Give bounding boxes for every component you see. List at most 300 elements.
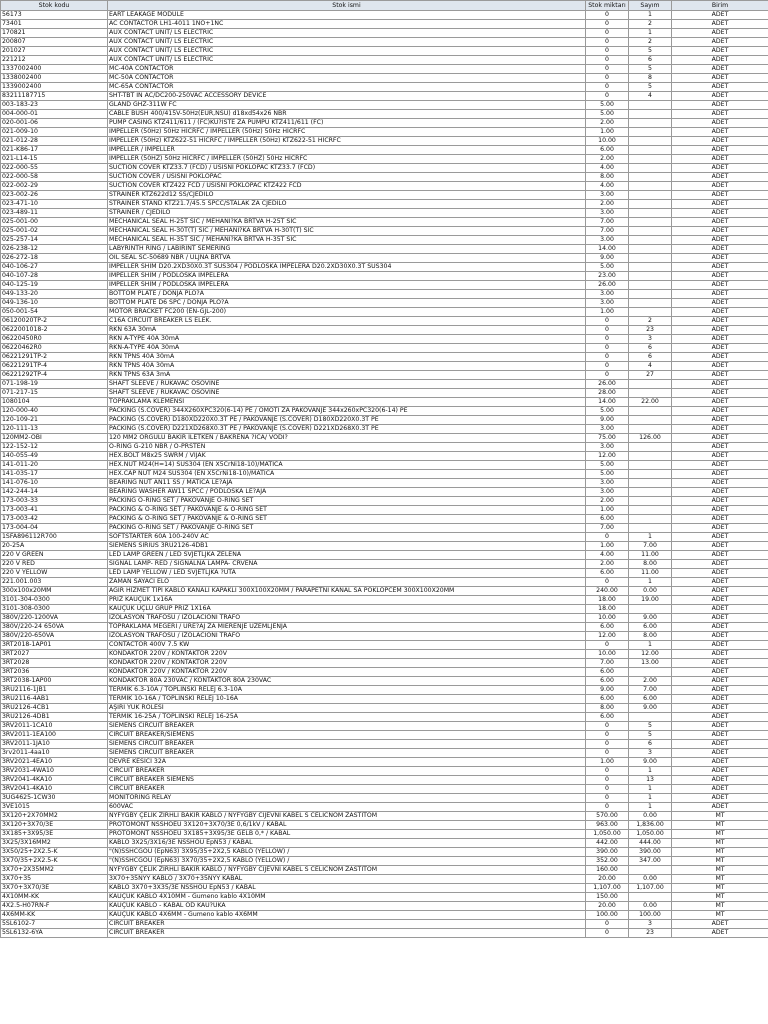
table-row[interactable] xyxy=(1,434,768,443)
cell-count: 4 xyxy=(629,92,672,101)
cell-unit: ADET xyxy=(672,110,768,119)
cell-stock-code: 06221292TP-4 xyxy=(1,371,108,380)
table-row[interactable] xyxy=(1,857,768,866)
cell-stock-name: AC CONTACTOR LH1-4011 1NO+1NC xyxy=(108,20,586,29)
table-row[interactable] xyxy=(1,704,768,713)
cell-unit: ADET xyxy=(672,578,768,587)
table-row[interactable] xyxy=(1,290,768,299)
table-row[interactable] xyxy=(1,542,768,551)
cell-stock-code: 026-238-12 xyxy=(1,245,108,254)
cell-stock-quantity: 0 xyxy=(586,776,629,785)
table-row[interactable] xyxy=(1,263,768,272)
cell-stock-code: 3X120+3X70/3E xyxy=(1,821,108,830)
cell-stock-code: 023-002-26 xyxy=(1,191,108,200)
cell-stock-name: AUX CONTACT UNIT/ LS ELECTRIC xyxy=(108,38,586,47)
table-row[interactable] xyxy=(1,137,768,146)
cell-unit: ADET xyxy=(672,254,768,263)
cell-stock-quantity: 0 xyxy=(586,578,629,587)
cell-stock-code: 3RV2041-4KA10 xyxy=(1,785,108,794)
table-row[interactable] xyxy=(1,668,768,677)
cell-stock-code: 3X70+3X70/3E xyxy=(1,884,108,893)
cell-stock-code: 3RV2011-1JA10 xyxy=(1,740,108,749)
cell-count xyxy=(629,866,672,875)
cell-stock-code: 3X50/25+2X2.5-K xyxy=(1,848,108,857)
cell-stock-quantity: 5.00 xyxy=(586,470,629,479)
cell-count: 9.00 xyxy=(629,614,672,623)
cell-stock-code: 022-002-29 xyxy=(1,182,108,191)
table-row[interactable] xyxy=(1,785,768,794)
table-row[interactable] xyxy=(1,812,768,821)
table-row[interactable] xyxy=(1,119,768,128)
cell-unit: ADET xyxy=(672,704,768,713)
table-row[interactable] xyxy=(1,839,768,848)
cell-count xyxy=(629,893,672,902)
table-row[interactable] xyxy=(1,506,768,515)
cell-unit: ADET xyxy=(672,434,768,443)
cell-unit: ADET xyxy=(672,155,768,164)
table-row[interactable] xyxy=(1,533,768,542)
cell-unit: ADET xyxy=(672,200,768,209)
cell-stock-code: 021-012-28 xyxy=(1,137,108,146)
cell-stock-quantity: 4.00 xyxy=(586,551,629,560)
cell-stock-quantity: 3.00 xyxy=(586,299,629,308)
cell-count: 2 xyxy=(629,38,672,47)
cell-unit: ADET xyxy=(672,101,768,110)
cell-stock-name: KONDAKTÖR 220V / KONTAKTOR 220V xyxy=(108,650,586,659)
cell-stock-code: 5SL6132-6YA xyxy=(1,929,108,938)
table-row[interactable] xyxy=(1,803,768,812)
cell-stock-quantity: 2.00 xyxy=(586,155,629,164)
cell-stock-quantity: 23.00 xyxy=(586,272,629,281)
table-row[interactable] xyxy=(1,830,768,839)
table-row[interactable] xyxy=(1,497,768,506)
cell-unit: MT xyxy=(672,830,768,839)
table-row[interactable] xyxy=(1,92,768,101)
table-row[interactable] xyxy=(1,335,768,344)
table-row[interactable] xyxy=(1,452,768,461)
cell-unit: ADET xyxy=(672,65,768,74)
cell-stock-code: 56173 xyxy=(1,11,108,20)
cell-count: 1 xyxy=(629,11,672,20)
cell-stock-name: RKN-A-TYPE 40A 30mA xyxy=(108,344,586,353)
table-row[interactable] xyxy=(1,866,768,875)
cell-unit: ADET xyxy=(672,74,768,83)
cell-stock-code: 071-217-15 xyxy=(1,389,108,398)
cell-count xyxy=(629,227,672,236)
cell-stock-quantity: 18.00 xyxy=(586,596,629,605)
cell-stock-code: 220 V RED xyxy=(1,560,108,569)
cell-stock-quantity: 20.00 xyxy=(586,875,629,884)
cell-stock-name: MECHANICAL SEAL H-35T SİC / MEHANI?KA BRTVA H-35T SİC xyxy=(108,236,586,245)
table-row[interactable] xyxy=(1,353,768,362)
table-row[interactable] xyxy=(1,776,768,785)
table-row[interactable] xyxy=(1,173,768,182)
table-row[interactable] xyxy=(1,371,768,380)
cell-stock-quantity: 10.00 xyxy=(586,614,629,623)
table-row[interactable] xyxy=(1,515,768,524)
cell-stock-code: 5SL6102-7 xyxy=(1,920,108,929)
table-row[interactable] xyxy=(1,380,768,389)
cell-count: 19.00 xyxy=(629,596,672,605)
cell-stock-name: 120 MM2 ÖRGÜLÜ BAKIR İLETKEN / BAKRENA ?ICA/ VODI? xyxy=(108,434,586,443)
table-row[interactable] xyxy=(1,848,768,857)
table-row[interactable] xyxy=(1,299,768,308)
cell-unit: ADET xyxy=(672,182,768,191)
table-row[interactable] xyxy=(1,146,768,155)
cell-stock-quantity: 9.00 xyxy=(586,416,629,425)
cell-stock-code: 3X70/35+2X2.5-K xyxy=(1,857,108,866)
table-row[interactable] xyxy=(1,155,768,164)
cell-unit: ADET xyxy=(672,488,768,497)
cell-stock-quantity: 0 xyxy=(586,38,629,47)
cell-count: 0.00 xyxy=(629,902,672,911)
table-row[interactable] xyxy=(1,740,768,749)
table-row[interactable] xyxy=(1,254,768,263)
table-row[interactable] xyxy=(1,650,768,659)
table-row[interactable] xyxy=(1,623,768,632)
table-row[interactable] xyxy=(1,416,768,425)
cell-count: 1 xyxy=(629,533,672,542)
cell-stock-name: MC-50A CONTACTOR xyxy=(108,74,586,83)
table-row[interactable] xyxy=(1,587,768,596)
table-row[interactable] xyxy=(1,209,768,218)
table-row[interactable] xyxy=(1,164,768,173)
table-row[interactable] xyxy=(1,677,768,686)
cell-stock-code: 173-003-41 xyxy=(1,506,108,515)
cell-unit: ADET xyxy=(672,677,768,686)
cell-unit: ADET xyxy=(672,119,768,128)
cell-stock-code: 120-000-40 xyxy=(1,407,108,416)
table-row[interactable] xyxy=(1,578,768,587)
cell-stock-quantity: 3.00 xyxy=(586,191,629,200)
cell-stock-quantity: 1.00 xyxy=(586,506,629,515)
cell-stock-code: 173-003-42 xyxy=(1,515,108,524)
cell-stock-quantity: 14.00 xyxy=(586,398,629,407)
cell-stock-quantity: 7.00 xyxy=(586,659,629,668)
cell-stock-name: SIGNAL LAMP- RED / SIGNALNA LAMPA- CRVENA xyxy=(108,560,586,569)
table-row[interactable] xyxy=(1,272,768,281)
cell-unit: ADET xyxy=(672,596,768,605)
cell-stock-code: 220 V YELLOW xyxy=(1,569,108,578)
cell-stock-name: DEVRE KESİCİ 32A xyxy=(108,758,586,767)
cell-stock-name: O-RING G-210 NBR / O-PRSTEN xyxy=(108,443,586,452)
cell-stock-quantity: 0 xyxy=(586,11,629,20)
cell-stock-code: 122-152-12 xyxy=(1,443,108,452)
cell-stock-name: PRIZ KAUÇUK 1x16A xyxy=(108,596,586,605)
cell-unit: ADET xyxy=(672,668,768,677)
cell-count xyxy=(629,389,672,398)
cell-count xyxy=(629,470,672,479)
cell-stock-code: 173-004-04 xyxy=(1,524,108,533)
cell-stock-name: İZOLASYON TRAFOSU / IZOLACIONI TRAFO xyxy=(108,614,586,623)
cell-unit: ADET xyxy=(672,695,768,704)
table-row[interactable] xyxy=(1,407,768,416)
cell-count xyxy=(629,524,672,533)
table-row[interactable] xyxy=(1,362,768,371)
cell-stock-name: SIEMENS CIRCUIT BREAKER xyxy=(108,740,586,749)
cell-unit: ADET xyxy=(672,641,768,650)
cell-stock-code: 06220450R0 xyxy=(1,335,108,344)
cell-unit: ADET xyxy=(672,767,768,776)
cell-stock-name: OIL SEAL SC-50689 NBR / ULJNA BRTVA xyxy=(108,254,586,263)
cell-stock-quantity: 0 xyxy=(586,362,629,371)
cell-count xyxy=(629,452,672,461)
table-row[interactable] xyxy=(1,569,768,578)
cell-stock-code: 040-106-27 xyxy=(1,263,108,272)
table-row[interactable] xyxy=(1,641,768,650)
cell-stock-quantity: 570.00 xyxy=(586,812,629,821)
cell-count: 13 xyxy=(629,776,672,785)
table-row[interactable] xyxy=(1,74,768,83)
cell-stock-quantity: 4.00 xyxy=(586,182,629,191)
cell-unit: ADET xyxy=(672,290,768,299)
cell-stock-quantity: 160.00 xyxy=(586,866,629,875)
cell-stock-quantity: 2.00 xyxy=(586,560,629,569)
cell-stock-code: 3101-308-0300 xyxy=(1,605,108,614)
table-row[interactable] xyxy=(1,236,768,245)
cell-stock-quantity: 6.00 xyxy=(586,146,629,155)
cell-stock-code: 3X70+2X35MM2 xyxy=(1,866,108,875)
cell-unit: ADET xyxy=(672,461,768,470)
cell-stock-code: 3101-304-0300 xyxy=(1,596,108,605)
table-row[interactable] xyxy=(1,695,768,704)
cell-count: 6.00 xyxy=(629,695,672,704)
cell-unit: ADET xyxy=(672,326,768,335)
cell-unit: ADET xyxy=(672,524,768,533)
table-row[interactable] xyxy=(1,560,768,569)
cell-stock-code: 3UG4625-1CW30 xyxy=(1,794,108,803)
table-row[interactable] xyxy=(1,110,768,119)
cell-unit: ADET xyxy=(672,47,768,56)
table-row[interactable] xyxy=(1,911,768,920)
cell-stock-name: PACKING O-RING SET / PAKOVANJE O-RING SET xyxy=(108,524,586,533)
cell-stock-quantity: 5.00 xyxy=(586,101,629,110)
cell-stock-quantity: 0 xyxy=(586,92,629,101)
col-header-unit[interactable]: Birim xyxy=(672,1,768,11)
cell-stock-name: RKN TPNS 40A 30mA xyxy=(108,353,586,362)
cell-stock-code: 3RT2028 xyxy=(1,659,108,668)
table-row[interactable] xyxy=(1,614,768,623)
table-row[interactable] xyxy=(1,200,768,209)
cell-stock-name: KONDAKTÖR 220V / KONTAKTOR 220V xyxy=(108,659,586,668)
cell-stock-code: 049-136-10 xyxy=(1,299,108,308)
table-row[interactable] xyxy=(1,317,768,326)
cell-unit: ADET xyxy=(672,56,768,65)
table-row[interactable] xyxy=(1,47,768,56)
cell-count: 7.00 xyxy=(629,542,672,551)
col-header-stock-name[interactable]: Stok ismi xyxy=(108,1,586,11)
cell-stock-code: 021-009-10 xyxy=(1,128,108,137)
cell-count xyxy=(629,506,672,515)
table-row[interactable] xyxy=(1,596,768,605)
cell-stock-quantity: 0 xyxy=(586,749,629,758)
table-row[interactable] xyxy=(1,659,768,668)
cell-stock-name: TERMİK 10-16A / TOPLINSKI RELEJ 10-16A xyxy=(108,695,586,704)
table-row[interactable] xyxy=(1,893,768,902)
table-row[interactable] xyxy=(1,389,768,398)
table-row[interactable] xyxy=(1,605,768,614)
cell-count xyxy=(629,182,672,191)
table-row[interactable] xyxy=(1,758,768,767)
table-row[interactable] xyxy=(1,767,768,776)
cell-stock-name: MC-65A CONTACTOR xyxy=(108,83,586,92)
cell-stock-name: CIRCUIT BREAKER/SIEMENS xyxy=(108,731,586,740)
table-row[interactable] xyxy=(1,749,768,758)
table-row[interactable] xyxy=(1,929,768,938)
table-row[interactable] xyxy=(1,884,768,893)
cell-count: 1 xyxy=(629,29,672,38)
cell-stock-code: 026-272-18 xyxy=(1,254,108,263)
cell-count xyxy=(629,164,672,173)
table-row[interactable] xyxy=(1,875,768,884)
table-row[interactable] xyxy=(1,443,768,452)
cell-stock-code: 120MM2-ÖBI xyxy=(1,434,108,443)
cell-unit: ADET xyxy=(672,38,768,47)
cell-unit: MT xyxy=(672,875,768,884)
cell-count: 22.00 xyxy=(629,398,672,407)
cell-count: 126.00 xyxy=(629,434,672,443)
table-row[interactable] xyxy=(1,101,768,110)
table-row[interactable] xyxy=(1,686,768,695)
cell-stock-name: HEX.NUT M24(H=14) SUS304 (EN X5CrNi18-10)/MATICA xyxy=(108,461,586,470)
cell-count: 3 xyxy=(629,920,672,929)
table-row[interactable] xyxy=(1,38,768,47)
cell-count xyxy=(629,668,672,677)
cell-stock-name: LED LAMP YELLOW / LED SVJETLJKA ?UTA xyxy=(108,569,586,578)
cell-count: 2 xyxy=(629,317,672,326)
cell-stock-name: SIEMENS CIRCUIT BREAKER xyxy=(108,749,586,758)
table-row[interactable] xyxy=(1,29,768,38)
table-row[interactable] xyxy=(1,20,768,29)
cell-stock-code: 021-K86-17 xyxy=(1,146,108,155)
cell-stock-code: 300x100x20MM xyxy=(1,587,108,596)
col-header-stock-quantity[interactable]: Stok miktarı xyxy=(586,1,629,11)
cell-stock-code: 1337002400 xyxy=(1,65,108,74)
cell-stock-code: 4X6MM-KK xyxy=(1,911,108,920)
cell-stock-quantity: 390.00 xyxy=(586,848,629,857)
cell-stock-code: 83211187715 xyxy=(1,92,108,101)
cell-stock-code: 173-003-33 xyxy=(1,497,108,506)
cell-stock-code: 4X2.5-H07RN-F xyxy=(1,902,108,911)
table-row[interactable] xyxy=(1,713,768,722)
cell-count xyxy=(629,308,672,317)
cell-stock-name: KONDAKTÖR 80A 230VAC / KONTAKTOR 80A 230VAC xyxy=(108,677,586,686)
table-row[interactable] xyxy=(1,794,768,803)
cell-unit: MT xyxy=(672,857,768,866)
table-row[interactable] xyxy=(1,470,768,479)
table-row[interactable] xyxy=(1,488,768,497)
table-row[interactable] xyxy=(1,821,768,830)
table-row[interactable] xyxy=(1,479,768,488)
cell-count: 8.00 xyxy=(629,632,672,641)
cell-stock-name: HEX.CAP NUT M24 SUS304 (EN X5CrNi18-10)/MATICA xyxy=(108,470,586,479)
cell-stock-quantity: 442.00 xyxy=(586,839,629,848)
cell-stock-name: MECHANICAL SEAL H-25T SİC / MEHANI?KA BRTVA H-25T SİC xyxy=(108,218,586,227)
cell-stock-name: KAUÇUK KABLO 4X6MM - Gumeno kablo 4X6MM xyxy=(108,911,586,920)
col-header-stock-code[interactable]: Stok kodu xyxy=(1,1,108,11)
table-row[interactable] xyxy=(1,245,768,254)
table-row[interactable] xyxy=(1,722,768,731)
cell-stock-code: 380V/220-650VA xyxy=(1,632,108,641)
cell-count: 23 xyxy=(629,326,672,335)
cell-count xyxy=(629,218,672,227)
table-body xyxy=(1,11,768,938)
cell-stock-quantity: 5.00 xyxy=(586,461,629,470)
cell-stock-quantity: 3.00 xyxy=(586,425,629,434)
cell-stock-name: 3X70+35NYY KABLO / 3X70+35NYY KABAL xyxy=(108,875,586,884)
cell-stock-name: MC-40A CONTACTOR xyxy=(108,65,586,74)
cell-stock-name: PROTOMONT NSSHOEU 3X120+3X70/3E 0,6/1kV / KABAL xyxy=(108,821,586,830)
table-row[interactable] xyxy=(1,281,768,290)
cell-stock-quantity: 26.00 xyxy=(586,281,629,290)
table-row[interactable] xyxy=(1,191,768,200)
table-row[interactable] xyxy=(1,920,768,929)
cell-stock-name: CIRCUIT BREAKER xyxy=(108,929,586,938)
cell-unit: ADET xyxy=(672,299,768,308)
cell-stock-quantity: 28.00 xyxy=(586,389,629,398)
table-row[interactable] xyxy=(1,83,768,92)
cell-stock-code: 022-000-58 xyxy=(1,173,108,182)
table-row[interactable] xyxy=(1,182,768,191)
table-row[interactable] xyxy=(1,308,768,317)
table-row[interactable] xyxy=(1,65,768,74)
table-row[interactable] xyxy=(1,425,768,434)
cell-unit: ADET xyxy=(672,659,768,668)
table-row[interactable] xyxy=(1,731,768,740)
table-row[interactable] xyxy=(1,326,768,335)
cell-stock-name: KONDAKTÖR 220V / KONTAKTOR 220V xyxy=(108,668,586,677)
table-row[interactable] xyxy=(1,524,768,533)
table-row[interactable] xyxy=(1,227,768,236)
cell-stock-code: 3RU2116-4AB1 xyxy=(1,695,108,704)
cell-stock-quantity: 0 xyxy=(586,29,629,38)
table-row[interactable] xyxy=(1,128,768,137)
table-row[interactable] xyxy=(1,56,768,65)
cell-stock-code: 025-257-14 xyxy=(1,236,108,245)
table-row[interactable] xyxy=(1,218,768,227)
cell-count: 13.00 xyxy=(629,659,672,668)
cell-stock-quantity: 6.00 xyxy=(586,668,629,677)
cell-stock-code: 3RT2027 xyxy=(1,650,108,659)
table-row[interactable] xyxy=(1,461,768,470)
table-row[interactable] xyxy=(1,902,768,911)
cell-count: 5 xyxy=(629,722,672,731)
cell-unit: ADET xyxy=(672,236,768,245)
cell-stock-code: 040-125-19 xyxy=(1,281,108,290)
table-row[interactable] xyxy=(1,344,768,353)
cell-stock-quantity: 12.00 xyxy=(586,632,629,641)
cell-stock-quantity: 1.00 xyxy=(586,128,629,137)
cell-stock-code: 025-001-02 xyxy=(1,227,108,236)
cell-stock-code: 141-011-20 xyxy=(1,461,108,470)
col-header-count[interactable]: Sayım xyxy=(629,1,672,11)
cell-count: 11.00 xyxy=(629,569,672,578)
cell-stock-code: 221.001.003 xyxy=(1,578,108,587)
cell-count: 1,107.00 xyxy=(629,884,672,893)
cell-stock-code: 3X185+3X95/3E xyxy=(1,830,108,839)
table-row[interactable] xyxy=(1,11,768,20)
cell-count: 5 xyxy=(629,47,672,56)
table-row[interactable] xyxy=(1,398,768,407)
table-row[interactable] xyxy=(1,551,768,560)
cell-unit: ADET xyxy=(672,686,768,695)
cell-count: 1 xyxy=(629,578,672,587)
table-row[interactable] xyxy=(1,632,768,641)
cell-count xyxy=(629,281,672,290)
cell-count xyxy=(629,146,672,155)
cell-unit: ADET xyxy=(672,416,768,425)
cell-count: 347.00 xyxy=(629,857,672,866)
